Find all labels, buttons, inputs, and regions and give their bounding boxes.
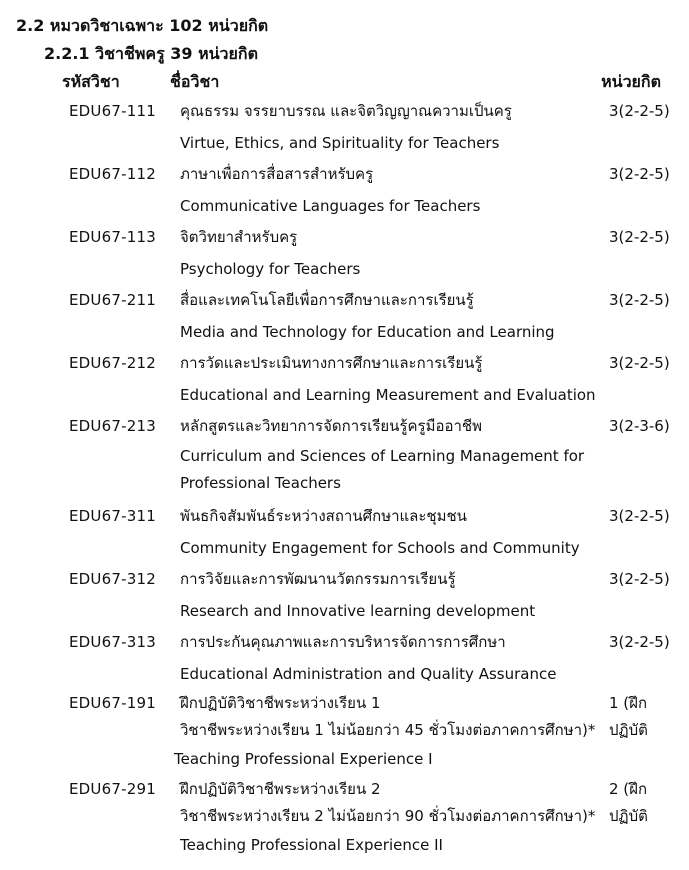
- course-name-thai: พันธกิจสัมพันธ์ระหว่างสถานศึกษาและชุมชน: [180, 507, 467, 525]
- course-row: [0, 159, 689, 222]
- course-name-thai-continued: วิชาชีพระหว่างเรียน 1 ไม่น้อยกว่า 45 ชั่วโมงต่อภาคการศึกษา)*: [180, 721, 596, 739]
- subsection-heading: 2.2.1 วิชาชีพครู 39 หน่วยกิต: [44, 44, 258, 63]
- course-code: EDU67-311: [69, 507, 156, 525]
- course-code: EDU67-212: [69, 354, 156, 372]
- course-name-english: Teaching Professional Experience I: [174, 750, 433, 768]
- course-row: [0, 690, 689, 776]
- course-code: EDU67-213: [69, 417, 156, 435]
- course-credits: 1 (ฝึก: [609, 694, 648, 712]
- column-header-name: ชื่อวิชา: [170, 72, 220, 91]
- course-name-english: Community Engagement for Schools and Community: [180, 538, 580, 557]
- course-name-thai: ฝึกปฏิบัติวิชาชีพระหว่างเรียน 2: [180, 779, 381, 798]
- course-name-english: Educational and Learning Measurement and Evaluation: [180, 385, 596, 404]
- course-code: EDU67-113: [69, 228, 156, 246]
- course-name-thai: ภาษาเพื่อการสื่อสารสำหรับครู: [180, 165, 374, 183]
- course-credits: 3(2-2-5): [609, 354, 670, 372]
- column-header-code: รหัสวิชา: [62, 72, 120, 91]
- course-code: EDU67-111: [69, 102, 156, 120]
- course-credits-continued: ปฏิบัติ: [609, 806, 648, 825]
- course-credits-continued: ปฏิบัติ: [609, 721, 648, 739]
- course-name-english: Curriculum and Sciences of Learning Management for: [180, 446, 585, 465]
- course-row: [0, 285, 689, 348]
- course-credits: 3(2-2-5): [609, 570, 670, 588]
- course-name-english: Media and Technology for Education and Learning: [180, 322, 555, 341]
- course-name-thai: ฝึกปฏิบัติวิชาชีพระหว่างเรียน 1: [180, 694, 381, 712]
- course-credits: 3(2-2-5): [609, 507, 670, 525]
- course-name-english-continued: Professional Teachers: [180, 473, 341, 492]
- course-credits: 3(2-2-5): [609, 291, 670, 309]
- course-name-thai: การประกันคุณภาพและการบริหารจัดการการศึกษา: [180, 633, 506, 651]
- course-code: EDU67-112: [69, 165, 156, 183]
- course-row: [0, 222, 689, 285]
- course-credits: 2 (ฝึก: [609, 779, 648, 798]
- course-row: [0, 627, 689, 690]
- course-row: [0, 348, 689, 411]
- course-name-english: Research and Innovative learning development: [180, 601, 536, 620]
- course-code: EDU67-211: [69, 291, 156, 309]
- course-name-english: Communicative Languages for Teachers: [180, 196, 481, 215]
- course-row: [0, 564, 689, 627]
- course-code: EDU67-291: [69, 779, 156, 798]
- course-name-thai: หลักสูตรและวิทยาการจัดการเรียนรู้ครูมืออาชีพ: [180, 417, 482, 435]
- course-credits: 3(2-3-6): [609, 417, 670, 435]
- course-name-thai: การวัดและประเมินทางการศึกษาและการเรียนรู้: [180, 354, 483, 372]
- course-code: EDU67-313: [69, 633, 156, 651]
- column-header-credits: หน่วยกิต: [601, 72, 661, 91]
- course-name-thai: คุณธรรม จรรยาบรรณ และจิตวิญญาณความเป็นครู: [180, 102, 512, 120]
- course-name-english: Educational Administration and Quality Assurance: [180, 664, 557, 683]
- course-row: [0, 776, 689, 862]
- course-credits: 3(2-2-5): [609, 165, 670, 183]
- course-code: EDU67-191: [69, 694, 156, 712]
- section-heading: 2.2 หมวดวิชาเฉพาะ 102 หน่วยกิต: [16, 16, 269, 35]
- course-name-thai: การวิจัยและการพัฒนานวัตกรรมการเรียนรู้: [180, 570, 456, 588]
- course-row: [0, 96, 689, 159]
- course-name-thai-continued: วิชาชีพระหว่างเรียน 2 ไม่น้อยกว่า 90 ชั่วโมงต่อภาคการศึกษา)*: [180, 806, 596, 825]
- course-name-english: Psychology for Teachers: [180, 259, 361, 278]
- course-row: [0, 411, 689, 501]
- course-name-english: Teaching Professional Experience II: [180, 835, 443, 854]
- course-row: [0, 501, 689, 564]
- course-credits: 3(2-2-5): [609, 228, 670, 246]
- course-name-english: Virtue, Ethics, and Spirituality for Teachers: [180, 133, 500, 152]
- course-list: [0, 96, 689, 861]
- course-name-thai: จิตวิทยาสำหรับครู: [180, 228, 298, 246]
- course-name-thai: สื่อและเทคโนโลยีเพื่อการศึกษาและการเรียนรู้: [180, 291, 474, 309]
- course-credits: 3(2-2-5): [609, 633, 670, 651]
- course-credits: 3(2-2-5): [609, 102, 670, 120]
- course-code: EDU67-312: [69, 570, 156, 588]
